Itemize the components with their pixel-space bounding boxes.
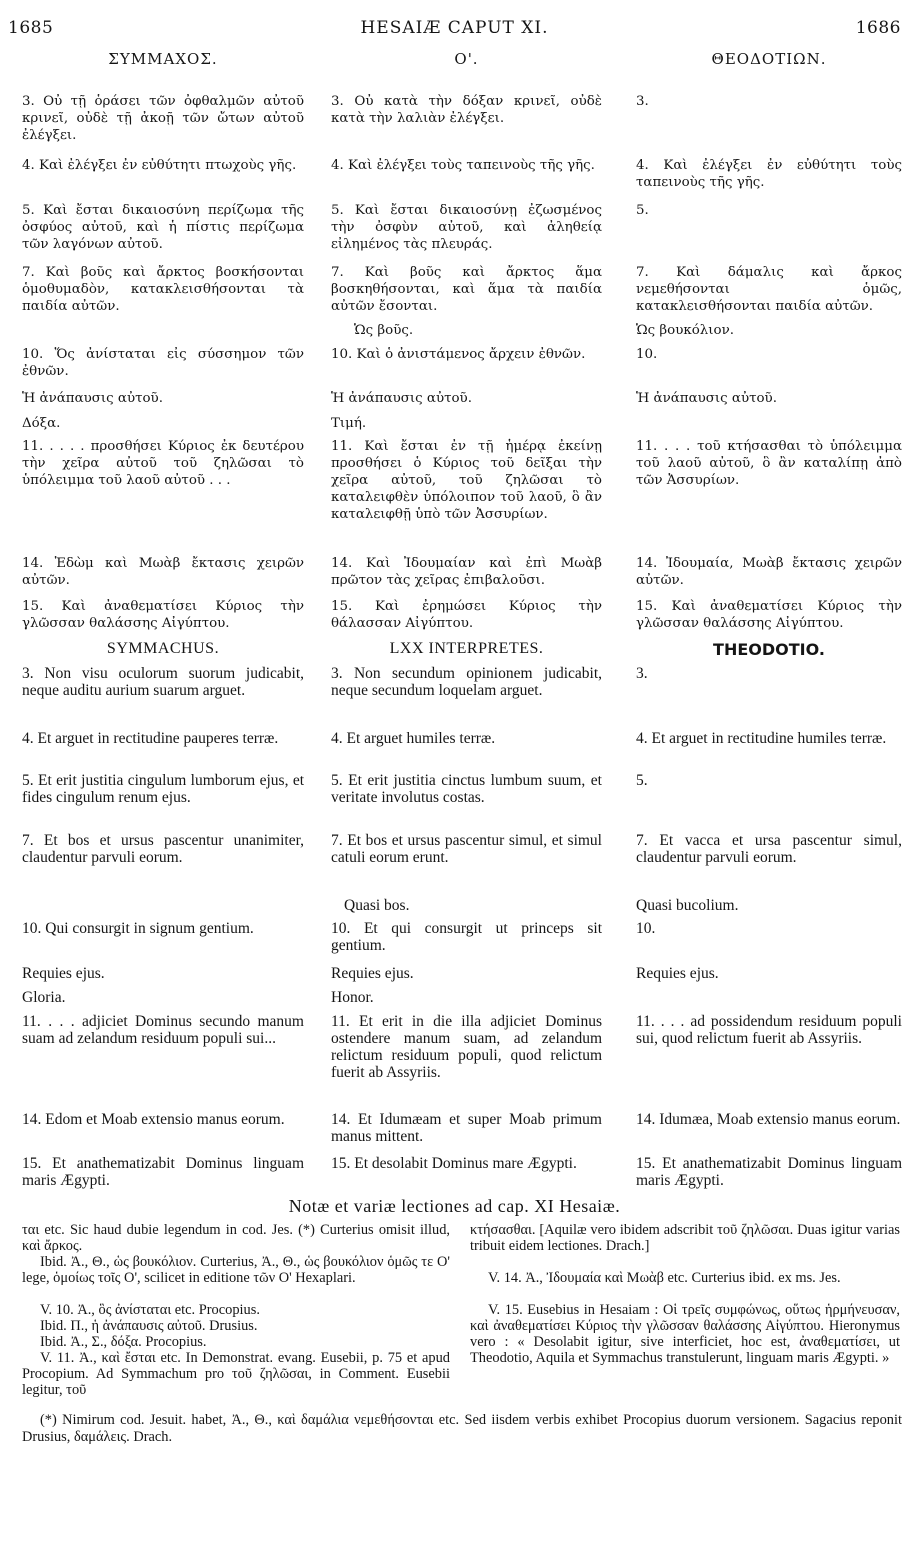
latin-theodotion-verse-5: 5. xyxy=(636,772,648,789)
heading-lxx-latin: LXX INTERPRETES. xyxy=(389,640,544,657)
latin-symmachus-verse-15: 15. Et anathematizabit Dominus linguam maris Ægypti. xyxy=(22,1155,304,1189)
latin-lxx-verse-5: 5. Et erit justitia cinctus lumbum suum, et veritate involutus costas. xyxy=(331,772,602,806)
latin-symmachus-verse-4: 4. Et arguet in rectitudine pauperes terræ. xyxy=(22,730,279,747)
latin-symmachus-verse-10: 10. Qui consurgit in signum gentium. xyxy=(22,920,254,937)
page-number-left: 1685 xyxy=(8,18,54,38)
page-title: HESAIÆ CAPUT XI. xyxy=(360,18,549,38)
note-left-2: Ibid. Ἀ., Θ., ὡς βουκόλιον. Curterius, Ἀ., Θ., ὡς βουκόλιον ὁμῶς τε Ο' lege, ὁμοίως τοῖς Ο', scilicet in editione τῶν Ο' Hexaplari. xyxy=(22,1254,450,1286)
page-number-right: 1686 xyxy=(855,18,901,38)
heading-theodotion-greek: ΘΕΟΔΟΤΙΩΝ. xyxy=(711,50,827,68)
latin-lxx-quasi-bos: Quasi bos. xyxy=(344,897,410,914)
footnote: (*) Nimirum cod. Jesuit. habet, Ἀ., Θ., καὶ δαμάλια νεμεθήσονται etc. Sed iisdem verbis exhibet Procopius duorum versionem. Sagacius reponit Drusius, δαμάλεις. Drach. xyxy=(22,1412,902,1445)
heading-symmachus-greek: ΣΥΜΜΑΧΟΣ. xyxy=(108,50,218,68)
latin-lxx-verse-3: 3. Non secundum opinionem judicabit, neque secundum loquelam arguet. xyxy=(331,665,602,699)
notes-title: Notæ et variæ lectiones ad cap. XI Hesaiæ. xyxy=(288,1196,621,1216)
greek-theodotion-verse-4: 4. Καὶ ἐλέγξει ἐν εὐθύτητι τοὺς ταπεινοὺς τῆς γῆς. xyxy=(636,158,902,190)
latin-theodotion-verse-15: 15. Et anathematizabit Dominus linguam maris Ægypti. xyxy=(636,1155,902,1189)
greek-symmachus-verse-4: 4. Καὶ ἐλέγξει ἐν εὐθύτητι πτωχοὺς γῆς. xyxy=(22,158,297,173)
greek-lxx-verse-15: 15. Καὶ ἐρημώσει Κύριος τὴν θάλασσαν Αἰγύπτου. xyxy=(331,599,602,631)
greek-lxx-verse-10-requies: Ἡ ἀνάπαυσις αὐτοῦ. xyxy=(331,391,472,406)
heading-theodotion-latin: THEODOTIO. xyxy=(713,640,825,659)
latin-lxx-verse-10-honor: Honor. xyxy=(331,989,374,1006)
greek-symmachus-verse-3: 3. Οὐ τῇ ὁράσει τῶν ὀφθαλμῶν αὐτοῦ κρινεῖ, οὐδὲ τῇ ἀκοῇ τῶν ὤτων αὐτοῦ ἐλέγξει. xyxy=(22,94,304,143)
greek-lxx-verse-11: 11. Καὶ ἔσται ἐν τῇ ἡμέρᾳ ἐκείνῃ προσθήσει ὁ Κύριος τοῦ δεῖξαι τὴν χεῖρα αὐτοῦ, τοῦ ζηλῶσαι τὸ καταλειφθὲν ὑπόλοιπον τοῦ λαοῦ, ὃ ἂν καταλειφθῇ ὑπὸ τῶν Ἀσσυρίων. xyxy=(331,439,602,522)
latin-lxx-verse-4: 4. Et arguet humiles terræ. xyxy=(331,730,496,747)
note-right-2: V. 14. Ἀ., Ἰδουμαία καὶ Μωὰβ etc. Curterius ibid. ex ms. Jes. xyxy=(488,1270,841,1286)
greek-theodotion-verse-15: 15. Καὶ ἀναθεματίσει Κύριος τὴν γλῶσσαν θαλάσσης Αἰγύπτου. xyxy=(636,599,902,631)
latin-symmachus-verse-14: 14. Edom et Moab extensio manus eorum. xyxy=(22,1111,285,1128)
latin-symmachus-verse-5: 5. Et erit justitia cingulum lumborum ejus, et fides cingulum renum ejus. xyxy=(22,772,304,806)
greek-symmachus-verse-10: 10. Ὅς ἀνίσταται εἰς σύσσημον τῶν ἐθνῶν. xyxy=(22,347,304,379)
greek-symmachus-verse-11: 11. . . . . προσθήσει Κύριος ἐκ δευτέρου τὴν χεῖρα αὐτοῦ τοῦ ζηλῶσαι τὸ ὑπόλειμμα τοῦ λαοῦ αὐτοῦ . . . xyxy=(22,439,304,488)
note-right-3: V. 15. Eusebius in Hesaiam : Οἱ τρεῖς συμφώνως, οὕτως ἡρμήνευσαν, καὶ ἀναθεματίσει Κύριος τὴν γλῶσσαν θαλάσσης Αἰγύπτου. Hieronymus vero : « Desolabit igitur, sive interficiet, hoc est, ἀναθεματίσει, ut Theodotio, Aquila et Symmachus transtulerunt, linguam maris Ægypti. » xyxy=(470,1302,900,1366)
latin-lxx-verse-10-requies: Requies ejus. xyxy=(331,965,414,982)
note-left-6: V. 11. Ἀ., καὶ ἔσται etc. In Demonstrat. evang. Eusebii, p. 75 et apud Procopium. Ad Symmachum pro τοῦ ζηλῶσαι, in Comment. Eusebii legitur, τοῦ xyxy=(22,1350,450,1398)
note-right-1: κτήσασθαι. [Aquilæ vero ibidem adscribit τοῦ ζηλῶσαι. Duas igitur varias tribuit eidem lectiones. Drach.] xyxy=(470,1222,900,1254)
greek-lxx-verse-7: 7. Καὶ βοῦς καὶ ἄρκτος ἅμα βοσκηθήσονται, καὶ ἅμα τὰ παιδία αὐτῶν ἔσονται. xyxy=(331,265,602,314)
latin-lxx-verse-14: 14. Et Idumæam et super Moab primum manus mittent. xyxy=(331,1111,602,1145)
latin-lxx-verse-15: 15. Et desolabit Dominus mare Ægypti. xyxy=(331,1155,577,1172)
note-left-4: Ibid. Π., ἡ ἀνάπαυσις αὐτοῦ. Drusius. xyxy=(40,1318,258,1334)
latin-lxx-verse-7: 7. Et bos et ursus pascentur simul, et simul catuli eorum erunt. xyxy=(331,832,602,866)
running-header xyxy=(0,18,909,40)
latin-symmachus-verse-7: 7. Et bos et ursus pascentur unanimiter, claudentur parvuli eorum. xyxy=(22,832,304,866)
greek-lxx-verse-14: 14. Καὶ Ἰδουμαίαν καὶ ἐπὶ Μωὰβ πρῶτον τὰς χεῖρας ἐπιβαλοῦσι. xyxy=(331,556,602,588)
latin-symmachus-verse-3: 3. Non visu oculorum suorum judicabit, neque auditu aurium suarum arguet. xyxy=(22,665,304,699)
note-left-5: Ibid. Ἀ., Σ., δόξα. Procopius. xyxy=(40,1334,207,1350)
heading-symmachus-latin: SYMMACHUS. xyxy=(106,640,220,657)
greek-lxx-verse-10-honor: Τιμή. xyxy=(331,416,367,431)
latin-theodotion-quasi-bucolium: Quasi bucolium. xyxy=(636,897,739,914)
latin-theodotion-verse-3: 3. xyxy=(636,665,648,682)
note-left-3: V. 10. Ἀ., ὃς ἀνίσταται etc. Procopius. xyxy=(40,1302,260,1318)
heading-lxx-greek: Ο'. xyxy=(454,50,479,68)
greek-symmachus-verse-14: 14. Ἐδὼμ καὶ Μωὰβ ἔκτασις χειρῶν αὐτῶν. xyxy=(22,556,304,588)
greek-lxx-quasi-bos: Ὡς βοῦς. xyxy=(354,323,414,338)
greek-lxx-verse-3: 3. Οὐ κατὰ τὴν δόξαν κρινεῖ, οὐδὲ κατὰ τὴν λαλιὰν ἐλέγξει. xyxy=(331,94,602,126)
greek-symmachus-verse-5: 5. Καὶ ἔσται δικαιοσύνη περίζωμα τῆς ὀσφύος αὐτοῦ, καὶ ἡ πίστις περίζωμα τῶν λαγόνων αὐτοῦ. xyxy=(22,203,304,252)
greek-symmachus-verse-7: 7. Καὶ βοῦς καὶ ἄρκτος βοσκήσονται ὁμοθυμαδὸν, κατακλεισθήσονται τὰ παιδία αὐτῶν. xyxy=(22,265,304,314)
greek-theodotion-verse-7: 7. Καὶ δάμαλις καὶ ἄρκος νεμεθήσονται ὁμῶς, κατακλεισθήσονται παιδία αὐτῶν. xyxy=(636,265,902,314)
greek-symmachus-verse-15: 15. Καὶ ἀναθεματίσει Κύριος τὴν γλῶσσαν θαλάσσης Αἰγύπτου. xyxy=(22,599,304,631)
latin-theodotion-verse-4: 4. Et arguet in rectitudine humiles terræ. xyxy=(636,730,887,747)
greek-theodotion-quasi-bucolium: Ὡς βουκόλιον. xyxy=(636,323,734,338)
latin-theodotion-verse-10-requies: Requies ejus. xyxy=(636,965,719,982)
latin-symmachus-verse-10-gloria: Gloria. xyxy=(22,989,66,1006)
latin-symmachus-verse-10-requies: Requies ejus. xyxy=(22,965,105,982)
greek-symmachus-verse-10-gloria: Δόξα. xyxy=(22,416,61,431)
latin-theodotion-verse-7: 7. Et vacca et ursa pascentur simul, claudentur parvuli eorum. xyxy=(636,832,902,866)
latin-lxx-verse-11: 11. Et erit in die illa adjiciet Dominus ostendere manum suam, ad zelandum relictum residuum populi, quod relictum fuerit ab Assyriis. xyxy=(331,1013,602,1081)
latin-symmachus-verse-11: 11. . . . adjiciet Dominus secundo manum suam ad zelandum residuum populi sui... xyxy=(22,1013,304,1047)
latin-theodotion-verse-14: 14. Idumæa, Moab extensio manus eorum. xyxy=(636,1111,901,1128)
greek-theodotion-verse-10-requies: Ἡ ἀνάπαυσις αὐτοῦ. xyxy=(636,391,777,406)
latin-theodotion-verse-11: 11. . . . ad possidendum residuum populi sui, quod relictum fuerit ab Assyriis. xyxy=(636,1013,902,1047)
greek-theodotion-verse-11: 11. . . . τοῦ κτήσασθαι τὸ ὑπόλειμμα τοῦ λαοῦ αὐτοῦ, ὃ ἂν καταλίπῃ ἀπὸ τῶν Ἀσσυρίων. xyxy=(636,439,902,488)
note-left-1: ται etc. Sic haud dubie legendum in cod. Jes. (*) Curterius omisit illud, καὶ ἄρκος. xyxy=(22,1222,450,1254)
greek-theodotion-verse-14: 14. Ἰδουμαία, Μωὰβ ἔκτασις χειρῶν αὐτῶν. xyxy=(636,556,902,588)
latin-lxx-verse-10: 10. Et qui consurgit ut princeps sit gentium. xyxy=(331,920,602,954)
greek-theodotion-verse-5: 5. xyxy=(636,203,649,218)
greek-lxx-verse-5: 5. Καὶ ἔσται δικαιοσύνῃ ἐζωσμένος τὴν ὀσφὺν αὐτοῦ, καὶ ἀληθείᾳ εἰλημένος τὰς πλευράς. xyxy=(331,203,602,252)
greek-lxx-verse-10: 10. Καὶ ὁ ἀνιστάμενος ἄρχειν ἐθνῶν. xyxy=(331,347,586,362)
latin-theodotion-verse-10: 10. xyxy=(636,920,656,937)
greek-symmachus-verse-10-requies: Ἡ ἀνάπαυσις αὐτοῦ. xyxy=(22,391,163,406)
greek-theodotion-verse-3: 3. xyxy=(636,94,649,109)
greek-theodotion-verse-10: 10. xyxy=(636,347,658,362)
greek-lxx-verse-4: 4. Καὶ ἐλέγξει τοὺς ταπεινοὺς τῆς γῆς. xyxy=(331,158,595,173)
